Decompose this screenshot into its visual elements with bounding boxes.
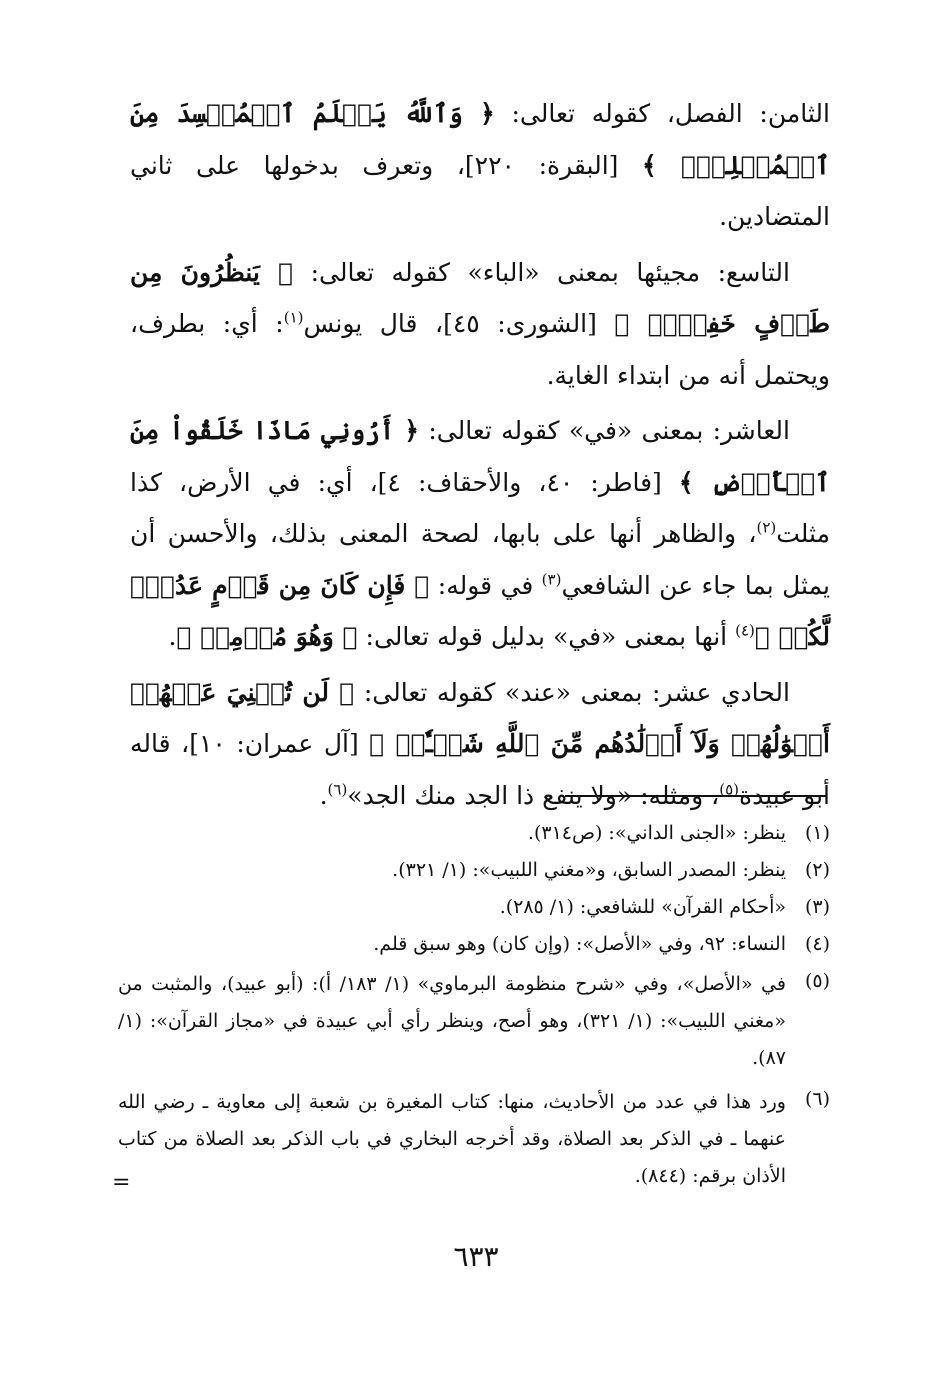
- footnote-text: في «الأصل»، وفي «شرح منظومة البرماوي» (١/ ١٨٣/ أ): (أبو عبيد)، والمثبت من «مغني اللبيب»: (١/ ٣٢١)، وهو أصح، وينظر رأي أبي عبيدة في «مجاز القرآن»: (١/ ٨٧).: [118, 973, 786, 1069]
- main-text: [130, 88, 830, 825]
- text-span: [آل عمران: ١٠]، قاله أبو عبيدة: [130, 729, 830, 810]
- paragraph-eighth: [130, 88, 830, 243]
- page-number: ٦٣٣: [453, 1240, 499, 1273]
- text-span: [فاطر: ٤٠، والأحقاف: ٤]، أي: في الأرض، كذا مثلت: [130, 467, 830, 548]
- text-span: .: [319, 780, 328, 810]
- footnote-number: (٤): [804, 933, 830, 955]
- footnote-item: [118, 1084, 830, 1195]
- footnote-ref: (٤): [735, 621, 755, 640]
- footnote-text: النساء: ٩٢، وفي «الأصل»: (وإن كان) وهو سبق قلم.: [373, 933, 786, 955]
- text-span: الثامن: الفصل، كقوله تعالى:: [494, 99, 830, 128]
- footnote-ref: (٦): [327, 780, 348, 799]
- paragraph-eleventh: [130, 667, 830, 822]
- text-span: ، والظاهر أنها على بابها، لصحة المعنى بذلك، والأحسن أن يمثل بما جاء عن الشافعي: [130, 519, 831, 600]
- footnote-ref: (٥): [719, 780, 739, 799]
- text-span: [البقرة: ٢٢٠]، وتعرف بدخولها على ثاني المتضادين.: [130, 150, 830, 231]
- text-span: التاسع: مجيئها بمعنى «الباء» كقوله تعالى:: [293, 257, 790, 287]
- text-span: الحادي عشر: بمعنى «عند» كقوله تعالى:: [354, 677, 790, 707]
- text-span: : أي: بطرف، ويحتمل أنه من ابتداء الغاية.: [130, 309, 830, 390]
- footnote-number: (٢): [804, 859, 830, 881]
- footnote-number: (٥): [804, 970, 830, 992]
- footnote-text: ينظر: المصدر السابق، و«مغني اللبيب»: (١/ ٣٢١).: [392, 859, 786, 881]
- text-span: أنها بمعنى «في» بدليل قوله تعالى:: [357, 622, 736, 651]
- footnote-item: [118, 818, 830, 848]
- footnote-ref: (١): [283, 308, 304, 327]
- footnote-number: (١): [804, 822, 830, 844]
- paragraph-tenth: [130, 405, 830, 663]
- text-span: العاشر: بمعنى «في» كقوله تعالى:: [419, 416, 790, 445]
- footnote-item: [118, 892, 830, 922]
- quran-verse: ﴿ أَرُونِي مَاذَا خَلَقُواْ مِنَ ٱلۡأَرۡضِ ﴾: [130, 416, 830, 497]
- text-span: [الشورى: ٤٥]، قال يونس: [303, 309, 615, 338]
- text-span: .: [168, 622, 177, 651]
- quran-verse: ﴿ وَهُوَ مُؤۡمِنٞ ﴾: [176, 622, 358, 651]
- footnote-item: [118, 855, 830, 885]
- footnote-item: [118, 966, 830, 1077]
- footnote-ref: (٣): [541, 570, 562, 589]
- footnote-text: «أحكام القرآن» للشافعي: (١/ ٢٨٥).: [499, 896, 786, 918]
- footnote-ref: (٢): [756, 518, 777, 537]
- quran-verse: ﴿ فَإِن كَانَ مِن قَوۡمٍ عَدُوّٖ لَّكُمۡ ﴾: [130, 570, 830, 651]
- text-span: ، ومثله: «ولا ينفع ذا الجد منك الجد»: [347, 780, 720, 810]
- footnote-separator: [565, 795, 827, 797]
- footnote-number: (٣): [804, 896, 830, 918]
- paragraph-ninth: [130, 247, 830, 402]
- quran-verse: ﴿ يَنظُرُونَ مِن طَرۡفٍ خَفِيٍّۗ ﴾: [130, 257, 831, 338]
- quran-verse: ﴿ لَن تُغۡنِيَ عَنۡهُمۡ أَمۡوَٰلُهُمۡ وَلَآ أَوۡلَٰدُهُم مِّنَ ٱللَّهِ شَيۡـٔٗاۖ ﴾: [130, 677, 830, 758]
- footnote-item: [118, 929, 830, 959]
- footnote-number: (٦): [804, 1088, 830, 1110]
- footnote-text: ينظر: «الجنى الداني»: (ص٣١٤).: [527, 822, 786, 844]
- continuation-mark: =: [112, 1170, 131, 1195]
- text-span: في قوله:: [429, 570, 542, 600]
- footnote-text: ورد هذا في عدد من الأحاديث، منها: كتاب المغيرة بن شعبة إلى معاوية ـ رضي الله عنهما ـ في الذكر بعد الصلاة، وقد أخرجه البخاري في باب الذكر بعد الصلاة من كتاب الأذان برقم: (٨٤٤).: [118, 1091, 786, 1187]
- quran-verse: ﴿ وَٱللَّهُ يَعۡلَمُ ٱلۡمُفۡسِدَ مِنَ ٱلۡمُصۡلِحِۚ ﴾: [130, 99, 830, 180]
- footnotes: [118, 818, 830, 1202]
